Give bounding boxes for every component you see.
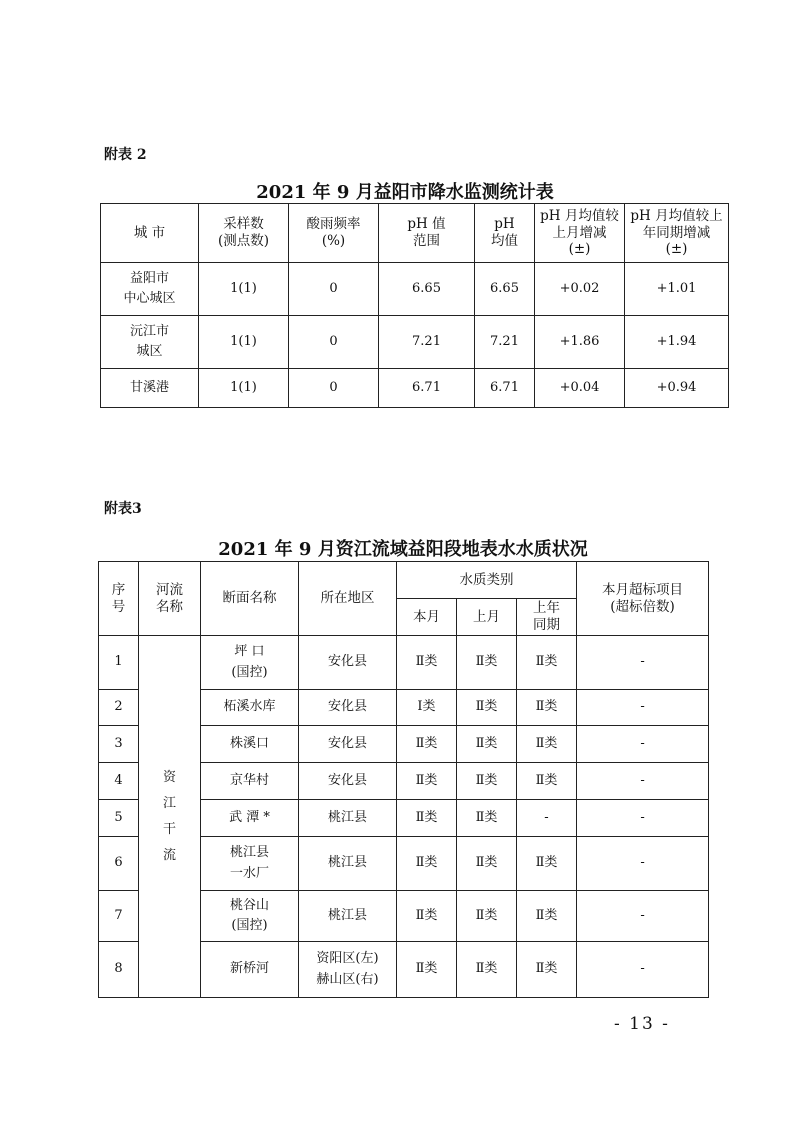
cell-exceed: -: [577, 837, 709, 891]
header-section: 断面名称: [201, 562, 299, 636]
cell-section: 京华村: [201, 763, 299, 800]
cell-last-year: Ⅱ类: [517, 891, 577, 942]
cell-region: 桃江县: [299, 837, 397, 891]
cell-acid: 0: [289, 316, 379, 369]
cell-region: 安化县: [299, 690, 397, 726]
cell-section: 坪 口 (国控): [201, 636, 299, 690]
cell-exceed: -: [577, 891, 709, 942]
header-ph-range: pH 值 范围: [379, 204, 475, 263]
table3-title: 2021 年 9 月资江流域益阳段地表水水质状况: [218, 539, 588, 560]
cell-samples: 1(1): [199, 263, 289, 316]
cell-last-month: Ⅱ类: [457, 763, 517, 800]
cell-yoy: +0.94: [625, 369, 729, 408]
header-samples: 采样数 (测点数): [199, 204, 289, 263]
cell-mom: +0.02: [535, 263, 625, 316]
cell-no: 8: [99, 942, 139, 998]
table-row: [99, 636, 709, 690]
cell-section: 桃江县 一水厂: [201, 837, 299, 891]
cell-this-month: Ⅰ类: [397, 690, 457, 726]
cell-last-year: Ⅱ类: [517, 763, 577, 800]
cell-last-year: Ⅱ类: [517, 837, 577, 891]
cell-section: 桃谷山 (国控): [201, 891, 299, 942]
header-ph-month-change: pH 月均值较 上月增减 (±): [535, 204, 625, 263]
cell-this-month: Ⅱ类: [397, 891, 457, 942]
cell-last-month: Ⅱ类: [457, 690, 517, 726]
table3-header-row-1: [99, 562, 709, 599]
cell-mom: +1.86: [535, 316, 625, 369]
cell-exceed: -: [577, 800, 709, 837]
cell-region: 安化县: [299, 763, 397, 800]
cell-range: 6.65: [379, 263, 475, 316]
table2-header-row: [101, 204, 729, 263]
header-acid-rain-frequency: 酸雨频率 (%): [289, 204, 379, 263]
cell-last-month: Ⅱ类: [457, 726, 517, 763]
cell-last-month: Ⅱ类: [457, 636, 517, 690]
cell-section: 武 潭 *: [201, 800, 299, 837]
precipitation-table: [100, 203, 729, 408]
water-quality-table: [98, 561, 709, 998]
cell-exceed: -: [577, 942, 709, 998]
header-ph-year-change: pH 月均值较上 年同期增减 (±): [625, 204, 729, 263]
cell-section: 株溪口: [201, 726, 299, 763]
cell-last-month: Ⅱ类: [457, 837, 517, 891]
cell-no: 5: [99, 800, 139, 837]
cell-yoy: +1.94: [625, 316, 729, 369]
cell-no: 3: [99, 726, 139, 763]
cell-this-month: Ⅱ类: [397, 726, 457, 763]
cell-last-month: Ⅱ类: [457, 800, 517, 837]
cell-region: 安化县: [299, 636, 397, 690]
table-row: [101, 263, 729, 316]
cell-last-year: -: [517, 800, 577, 837]
page-number: - 13 -: [614, 1014, 670, 1034]
cell-region: 桃江县: [299, 800, 397, 837]
cell-yoy: +1.01: [625, 263, 729, 316]
cell-avg: 6.65: [475, 263, 535, 316]
cell-no: 7: [99, 891, 139, 942]
header-region: 所在地区: [299, 562, 397, 636]
header-no: 序 号: [99, 562, 139, 636]
cell-acid: 0: [289, 263, 379, 316]
cell-no: 4: [99, 763, 139, 800]
table2-title: 2021 年 9 月益阳市降水监测统计表: [256, 182, 554, 203]
table-row: [101, 369, 729, 408]
cell-river-name: 资 江 干 流: [139, 636, 201, 998]
cell-acid: 0: [289, 369, 379, 408]
table2-label: 附表 2: [104, 147, 147, 163]
cell-last-month: Ⅱ类: [457, 942, 517, 998]
cell-last-month: Ⅱ类: [457, 891, 517, 942]
cell-avg: 6.71: [475, 369, 535, 408]
cell-last-year: Ⅱ类: [517, 942, 577, 998]
header-quality: 水质类别: [397, 562, 577, 599]
cell-last-year: Ⅱ类: [517, 690, 577, 726]
cell-no: 1: [99, 636, 139, 690]
header-last-month: 上月: [457, 599, 517, 636]
cell-this-month: Ⅱ类: [397, 942, 457, 998]
cell-last-year: Ⅱ类: [517, 636, 577, 690]
table3-label: 附表3: [104, 501, 142, 517]
header-city: 城 市: [101, 204, 199, 263]
table-row: [101, 316, 729, 369]
cell-city: 沅江市 城区: [101, 316, 199, 369]
cell-this-month: Ⅱ类: [397, 636, 457, 690]
cell-exceed: -: [577, 726, 709, 763]
cell-region: 桃江县: [299, 891, 397, 942]
cell-this-month: Ⅱ类: [397, 763, 457, 800]
cell-avg: 7.21: [475, 316, 535, 369]
cell-section: 新桥河: [201, 942, 299, 998]
cell-no: 6: [99, 837, 139, 891]
cell-no: 2: [99, 690, 139, 726]
cell-section: 柘溪水库: [201, 690, 299, 726]
cell-samples: 1(1): [199, 316, 289, 369]
cell-exceed: -: [577, 636, 709, 690]
header-last-year: 上年 同期: [517, 599, 577, 636]
header-ph-average: pH 均值: [475, 204, 535, 263]
cell-last-year: Ⅱ类: [517, 726, 577, 763]
cell-range: 6.71: [379, 369, 475, 408]
cell-exceed: -: [577, 763, 709, 800]
cell-this-month: Ⅱ类: [397, 800, 457, 837]
cell-region: 安化县: [299, 726, 397, 763]
cell-samples: 1(1): [199, 369, 289, 408]
cell-mom: +0.04: [535, 369, 625, 408]
cell-region: 资阳区(左) 赫山区(右): [299, 942, 397, 998]
cell-city: 甘溪港: [101, 369, 199, 408]
cell-this-month: Ⅱ类: [397, 837, 457, 891]
header-this-month: 本月: [397, 599, 457, 636]
cell-city: 益阳市 中心城区: [101, 263, 199, 316]
cell-range: 7.21: [379, 316, 475, 369]
header-river: 河流 名称: [139, 562, 201, 636]
cell-exceed: -: [577, 690, 709, 726]
header-exceed: 本月超标项目 (超标倍数): [577, 562, 709, 636]
